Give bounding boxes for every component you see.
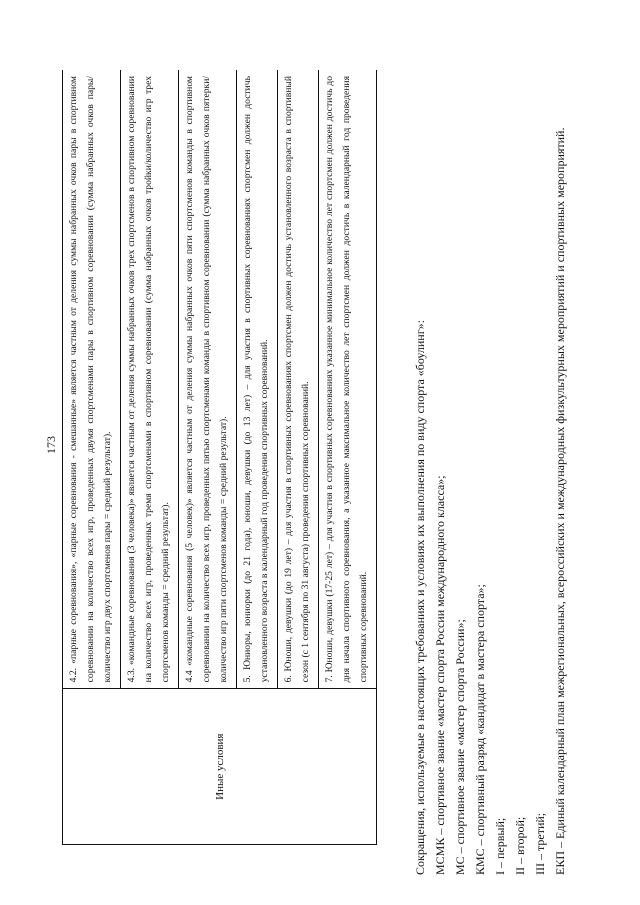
- condition-item: 6. Юноши, девушки (до 19 лет) – для участия в спортивных соревнованиях спортсмен должен достичь установленного возраста в спортивный сезон (с 1 сентября по 31 августа) проведения спортивных соревнований.: [278, 70, 319, 688]
- abbreviations-section: [410, 35, 570, 875]
- row-label: Иные условия: [63, 689, 377, 845]
- abbreviation-line: I – первый;: [493, 817, 507, 875]
- abbreviations-intro: Сокращения, используемые в настоящих требованиях и условиях их выполнения по виду спорта «боулинг»:: [413, 320, 427, 875]
- condition-item: 4.3. «командные соревнования (3 человека)» является частным от деления суммы набранных очков трех спортсменов в спортивном соревновании на количество всех игр, проведенных тремя спортсменами в спортивном соревновании (сумма набранных очков тройки/количество игр трех спортсменов команды = средний результат).: [121, 70, 179, 688]
- page-number: 173: [44, 436, 58, 454]
- condition-item: 4.4 «командные соревнования (5 человек)» является частным от деления суммы набранных очков пяти спортсменов команды в спортивном соревновании на количество всех игр, проведенных пятью спортсменами команды в спортивном соревновании (сумма набранных очков пятерки/количество игр пяти спортсменов команды = средний результат).: [179, 70, 237, 688]
- requirements-table: [62, 70, 377, 845]
- condition-item: 4.2. «парные соревнования», «парные соревнования - смешанные» является частным от деления суммы набранных очков пары в спортивном соревновании на количество всех игр, проведенных двумя спортсменами пары в спортивном соревновании (сумма набранных очков пары/количество игр двух спортсменов пары = средний результат).: [63, 70, 121, 688]
- condition-item: 5. Юниоры, юниорки (до 21 года), юноши, девушки (до 13 лет) – для участия в спортивных соревнованиях спортсмен должен достичь установленного возраста в календарный год проведения спортивных соревнований.: [237, 70, 278, 688]
- abbreviation-line: МС – спортивное звание «мастер спорта России»;: [453, 619, 467, 875]
- abbreviation-line: III – третий;: [533, 812, 547, 875]
- abbreviation-line: КМС – спортивный разряд «кандидат в мастера спорта»;: [473, 584, 487, 875]
- abbreviation-line: МСМК – спортивное звание «мастер спорта России международного класса»;: [433, 475, 447, 875]
- condition-item: 7. Юноши, девушки (17-25 лет) – для участия в спортивных соревнованиях указанное минимальное количество лет спортсмен должен достичь до дня начала спортивного соревнования, а указанное максимальное количество лет спортсмен должен достичь в календарный год проведения спортивных соревнований.: [324, 76, 369, 683]
- abbreviation-line: ЕКП – Единый календарный план межрегиональных, всероссийских и международных физкультурных мероприятий и спортивных мероприятий.: [553, 127, 567, 875]
- abbreviation-line: II – второй;: [513, 816, 527, 875]
- conditions-cell: [63, 70, 377, 689]
- table-row: [63, 70, 377, 845]
